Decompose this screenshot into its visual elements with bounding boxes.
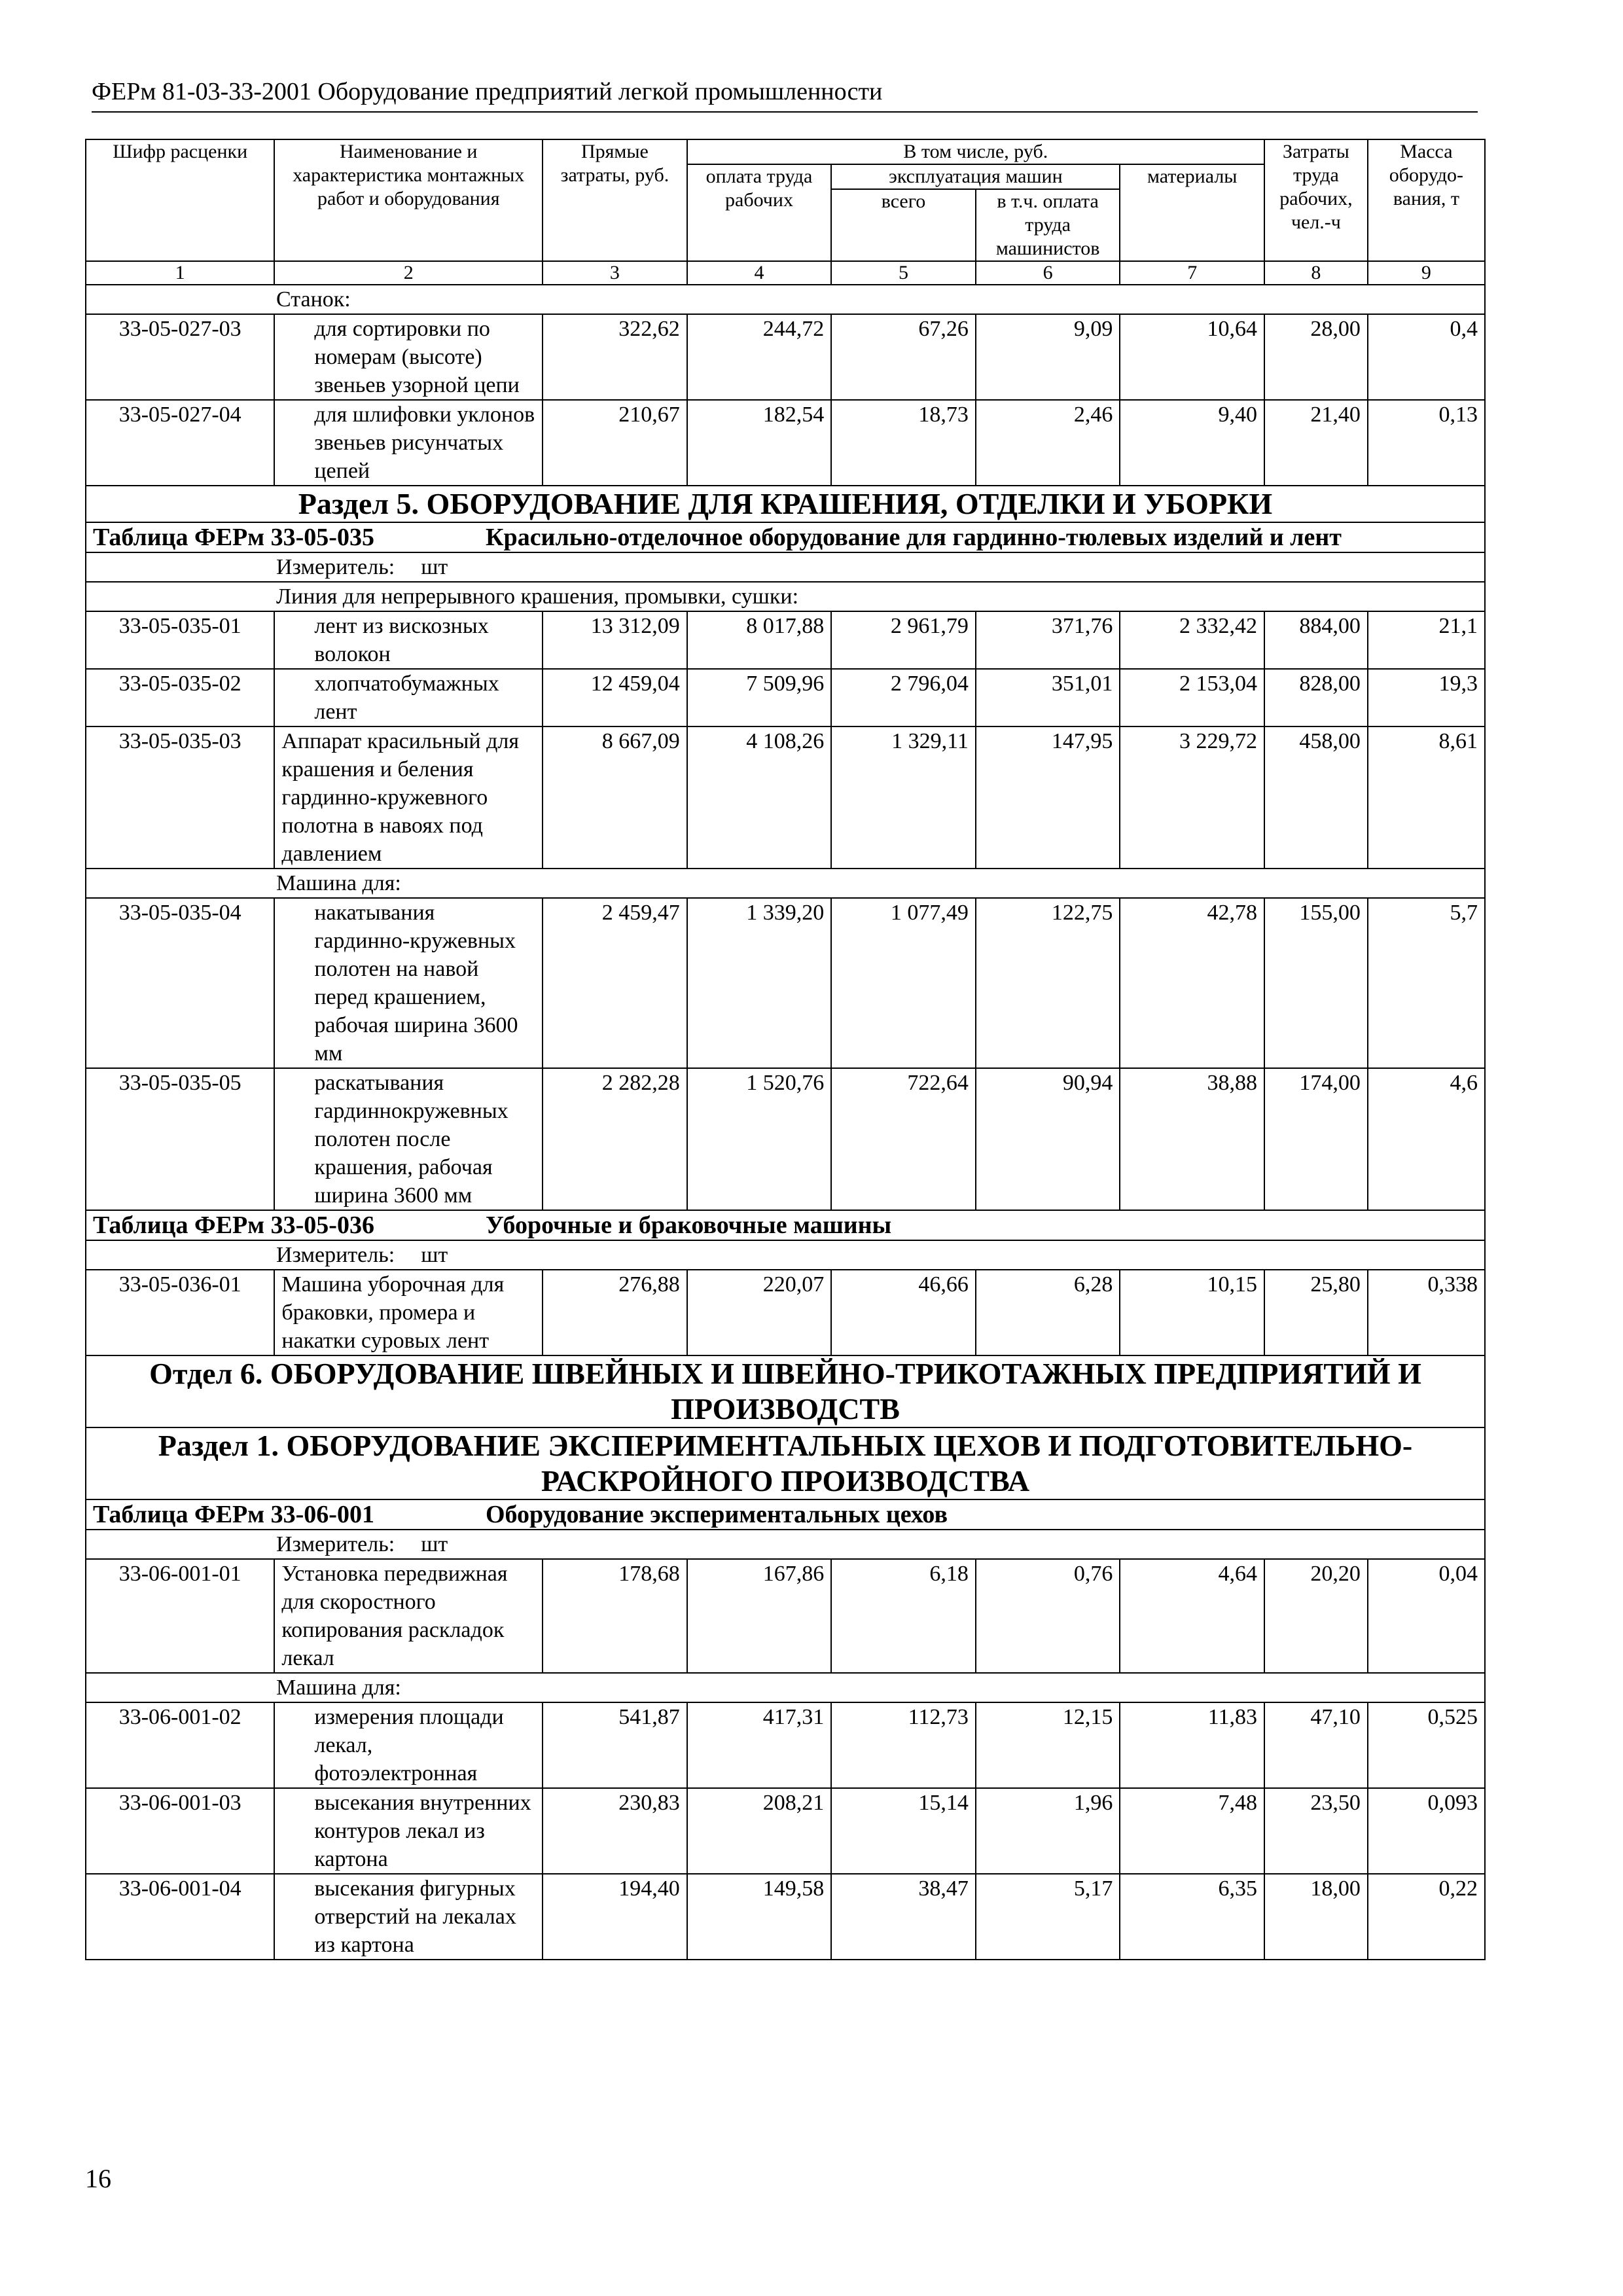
machine-cost: 67,26: [831, 314, 976, 400]
group-label: Машина для:: [86, 1673, 1485, 1702]
section-title: Раздел 1. ОБОРУДОВАНИЕ ЭКСПЕРИМЕНТАЛЬНЫХ ЦЕХОВ И ПОДГОТОВИТЕЛЬНО-РАСКРОЙНОГО ПРОИЗВОДСТВА: [86, 1427, 1485, 1499]
labor-pay: 244,72: [687, 314, 832, 400]
machinist-pay: 2,46: [976, 400, 1120, 486]
materials-cost: 42,78: [1120, 898, 1264, 1068]
labor-hours: 828,00: [1264, 669, 1368, 726]
table-title-row: [86, 1499, 1485, 1530]
col-number: 9: [1368, 261, 1485, 285]
equipment-mass: 21,1: [1368, 611, 1485, 669]
measure: [86, 552, 1485, 582]
measure-unit: шт: [421, 555, 448, 579]
materials-cost: 11,83: [1120, 1702, 1264, 1788]
work-name: измерения площади лекал, фотоэлектронная: [274, 1702, 543, 1788]
equipment-mass: 8,61: [1368, 726, 1485, 869]
col-number: 7: [1120, 261, 1264, 285]
materials-cost: 3 229,72: [1120, 726, 1264, 869]
measure-row: [86, 1240, 1485, 1270]
machinist-pay: 351,01: [976, 669, 1120, 726]
col-number: 6: [976, 261, 1120, 285]
labor-pay: 208,21: [687, 1788, 832, 1874]
machine-cost: 6,18: [831, 1559, 976, 1673]
col-number: 4: [687, 261, 832, 285]
equipment-mass: 5,7: [1368, 898, 1485, 1068]
direct-cost: 2 459,47: [543, 898, 687, 1068]
table-name: Оборудование экспериментальных цехов: [486, 1501, 948, 1528]
row-f: [86, 1559, 1485, 1673]
machine-cost: 46,66: [831, 1270, 976, 1355]
machinist-pay: 122,75: [976, 898, 1120, 1068]
equipment-mass: 0,338: [1368, 1270, 1485, 1355]
section-row: [86, 1427, 1485, 1499]
labor-pay: 7 509,96: [687, 669, 832, 726]
machinist-pay: 0,76: [976, 1559, 1120, 1673]
labor-hours: 20,20: [1264, 1559, 1368, 1673]
rate-code: 33-05-035-03: [86, 726, 274, 869]
col-code-header: Шифр расценки: [86, 139, 274, 261]
direct-cost: 12 459,04: [543, 669, 687, 726]
materials-cost: 38,88: [1120, 1068, 1264, 1210]
labor-pay: 167,86: [687, 1559, 832, 1673]
measure-unit: шт: [421, 1532, 448, 1556]
group-label: Линия для непрерывного крашения, промывки, сушки:: [86, 582, 1485, 611]
rows-a: [86, 314, 1485, 486]
work-name: хлопчатобумажных лент: [274, 669, 543, 726]
machine-cost: 1 329,11: [831, 726, 976, 869]
labor-hours: 884,00: [1264, 611, 1368, 669]
measure-unit: шт: [421, 1243, 448, 1267]
rate-code: 33-05-035-05: [86, 1068, 274, 1210]
running-header: ФЕРм 81-03-33-2001 Оборудование предприятий легкой промышленности: [92, 77, 1478, 113]
equipment-mass: 0,04: [1368, 1559, 1485, 1673]
machine-cost: 112,73: [831, 1702, 976, 1788]
rows-b: [86, 611, 1485, 726]
page-number: 16: [85, 2164, 111, 2193]
rate-code: 33-05-027-03: [86, 314, 274, 400]
machinist-pay: 9,09: [976, 314, 1120, 400]
labor-hours: 23,50: [1264, 1788, 1368, 1874]
direct-cost: 13 312,09: [543, 611, 687, 669]
table-row: [86, 1788, 1485, 1874]
machinist-pay: 90,94: [976, 1068, 1120, 1210]
materials-cost: 7,48: [1120, 1788, 1264, 1874]
labor-pay: 4 108,26: [687, 726, 832, 869]
measure-label: Измеритель:: [276, 555, 395, 579]
col-machines-header: эксплуатация машин: [831, 164, 1120, 189]
measure-label: Измеритель:: [276, 1243, 395, 1267]
labor-hours: 174,00: [1264, 1068, 1368, 1210]
column-number-row: [86, 261, 1485, 285]
measure-row: [86, 552, 1485, 582]
division-title: Отдел 6. ОБОРУДОВАНИЕ ШВЕЙНЫХ И ШВЕЙНО-ТРИКОТАЖНЫХ ПРЕДПРИЯТИЙ И ПРОИЗВОДСТВ: [86, 1355, 1485, 1427]
equipment-mass: 4,6: [1368, 1068, 1485, 1210]
col-labor-cost-header: Затраты труда рабочих, чел.-ч: [1264, 139, 1368, 261]
col-direct-header: Прямые затраты, руб.: [543, 139, 687, 261]
col-number: 1: [86, 261, 274, 285]
table-row: [86, 669, 1485, 726]
machine-cost: 15,14: [831, 1788, 976, 1874]
table-row: [86, 726, 1485, 869]
work-name: для шлифовки уклонов звеньев рисунчатых цепей: [274, 400, 543, 486]
labor-hours: 18,00: [1264, 1874, 1368, 1960]
work-name: Установка передвижная для скоростного копирования раскладок лекал: [274, 1559, 543, 1673]
table-row: [86, 1270, 1485, 1355]
row-c: [86, 726, 1485, 869]
machinist-pay: 5,17: [976, 1874, 1120, 1960]
materials-cost: 4,64: [1120, 1559, 1264, 1673]
direct-cost: 178,68: [543, 1559, 687, 1673]
labor-pay: 149,58: [687, 1874, 832, 1960]
measure-row: [86, 1530, 1485, 1559]
group-row: [86, 285, 1485, 314]
rate-code: 33-05-036-01: [86, 1270, 274, 1355]
direct-cost: 210,67: [543, 400, 687, 486]
table-row: [86, 611, 1485, 669]
group-label: Машина для:: [86, 869, 1485, 898]
labor-pay: 182,54: [687, 400, 832, 486]
labor-pay: 1 339,20: [687, 898, 832, 1068]
group-row: [86, 1673, 1485, 1702]
table-name: Уборочные и браковочные машины: [486, 1211, 892, 1239]
rate-code: 33-05-027-04: [86, 400, 274, 486]
table-code: Таблица ФЕРм 33-06-001: [93, 1501, 374, 1528]
materials-cost: 10,15: [1120, 1270, 1264, 1355]
machinist-pay: 6,28: [976, 1270, 1120, 1355]
rows-d: [86, 898, 1485, 1210]
machine-cost: 18,73: [831, 400, 976, 486]
table-title: [86, 522, 1485, 552]
work-name: накатывания гардинно-кружевных полотен на навой перед крашением, рабочая ширина 3600 мм: [274, 898, 543, 1068]
machinist-pay: 1,96: [976, 1788, 1120, 1874]
work-name: высекания внутренних контуров лекал из картона: [274, 1788, 543, 1874]
table-row: [86, 1702, 1485, 1788]
group-row: [86, 869, 1485, 898]
labor-hours: 21,40: [1264, 400, 1368, 486]
labor-pay: 1 520,76: [687, 1068, 832, 1210]
group-label: Станок:: [86, 285, 1485, 314]
direct-cost: 194,40: [543, 1874, 687, 1960]
col-incl-header: В том числе, руб.: [687, 139, 1264, 164]
table-header-row-1: [86, 139, 1485, 164]
machine-cost: 722,64: [831, 1068, 976, 1210]
labor-hours: 47,10: [1264, 1702, 1368, 1788]
direct-cost: 541,87: [543, 1702, 687, 1788]
col-labor-header: оплата труда рабочих: [687, 164, 832, 261]
table-title: [86, 1210, 1485, 1240]
measure: [86, 1530, 1485, 1559]
machinist-pay: 147,95: [976, 726, 1120, 869]
work-name: лент из вискозных волокон: [274, 611, 543, 669]
materials-cost: 2 153,04: [1120, 669, 1264, 726]
section-title: Раздел 5. ОБОРУДОВАНИЕ ДЛЯ КРАШЕНИЯ, ОТДЕЛКИ И УБОРКИ: [86, 486, 1485, 522]
work-name: высекания фигурных отверстий на лекалах из картона: [274, 1874, 543, 1960]
direct-cost: 2 282,28: [543, 1068, 687, 1210]
measure-label: Измеритель:: [276, 1532, 395, 1556]
rate-code: 33-06-001-01: [86, 1559, 274, 1673]
rate-code: 33-06-001-02: [86, 1702, 274, 1788]
division-row: [86, 1355, 1485, 1427]
row-e: [86, 1270, 1485, 1355]
labor-hours: 28,00: [1264, 314, 1368, 400]
machinist-pay: 12,15: [976, 1702, 1120, 1788]
labor-pay: 8 017,88: [687, 611, 832, 669]
rate-code: 33-06-001-04: [86, 1874, 274, 1960]
measure: [86, 1240, 1485, 1270]
machinist-pay: 371,76: [976, 611, 1120, 669]
materials-cost: 6,35: [1120, 1874, 1264, 1960]
machine-cost: 1 077,49: [831, 898, 976, 1068]
labor-hours: 25,80: [1264, 1270, 1368, 1355]
direct-cost: 230,83: [543, 1788, 687, 1874]
table-row: [86, 1559, 1485, 1673]
labor-pay: 417,31: [687, 1702, 832, 1788]
table-row: [86, 400, 1485, 486]
table-title-row: [86, 1210, 1485, 1240]
equipment-mass: 0,093: [1368, 1788, 1485, 1874]
equipment-mass: 0,4: [1368, 314, 1485, 400]
table-code: Таблица ФЕРм 33-05-035: [93, 524, 374, 551]
col-materials-header: материалы: [1120, 164, 1264, 261]
materials-cost: 9,40: [1120, 400, 1264, 486]
work-name: раскатывания гардиннокружевных полотен после крашения, рабочая ширина 3600 мм: [274, 1068, 543, 1210]
machine-cost: 2 796,04: [831, 669, 976, 726]
labor-hours: 155,00: [1264, 898, 1368, 1068]
machine-cost: 38,47: [831, 1874, 976, 1960]
table-row: [86, 314, 1485, 400]
col-number: 5: [831, 261, 976, 285]
equipment-mass: 0,13: [1368, 400, 1485, 486]
labor-hours: 458,00: [1264, 726, 1368, 869]
labor-pay: 220,07: [687, 1270, 832, 1355]
equipment-mass: 0,22: [1368, 1874, 1485, 1960]
col-machinists-header: в т.ч. оплата труда машинистов: [976, 189, 1120, 261]
rate-code: 33-05-035-04: [86, 898, 274, 1068]
col-number: 3: [543, 261, 687, 285]
rate-code: 33-05-035-01: [86, 611, 274, 669]
rate-code: 33-05-035-02: [86, 669, 274, 726]
machine-cost: 2 961,79: [831, 611, 976, 669]
direct-cost: 322,62: [543, 314, 687, 400]
rate-code: 33-06-001-03: [86, 1788, 274, 1874]
table-title: [86, 1499, 1485, 1530]
col-name-header: Наименование и характеристика монтажных работ и оборудования: [274, 139, 543, 261]
table-title-row: [86, 522, 1485, 552]
table-row: [86, 1874, 1485, 1960]
materials-cost: 2 332,42: [1120, 611, 1264, 669]
direct-cost: 8 667,09: [543, 726, 687, 869]
group-row: [86, 582, 1485, 611]
col-number: 2: [274, 261, 543, 285]
col-mass-header: Масса оборудо-вания, т: [1368, 139, 1485, 261]
table-code: Таблица ФЕРм 33-05-036: [93, 1211, 374, 1239]
section-row: [86, 486, 1485, 522]
rows-g: [86, 1702, 1485, 1960]
table-row: [86, 898, 1485, 1068]
work-name: для сортировки по номерам (высоте) звеньев узорной цепи: [274, 314, 543, 400]
col-machines-total-header: всего: [831, 189, 976, 261]
price-table: [85, 139, 1486, 1960]
materials-cost: 10,64: [1120, 314, 1264, 400]
work-name: Аппарат красильный для крашения и беления гардинно-кружевного полотна в навоях под давлением: [274, 726, 543, 869]
equipment-mass: 0,525: [1368, 1702, 1485, 1788]
direct-cost: 276,88: [543, 1270, 687, 1355]
equipment-mass: 19,3: [1368, 669, 1485, 726]
table-name: Красильно-отделочное оборудование для гардинно-тюлевых изделий и лент: [486, 524, 1342, 551]
col-number: 8: [1264, 261, 1368, 285]
work-name: Машина уборочная для браковки, промера и накатки суровых лент: [274, 1270, 543, 1355]
table-row: [86, 1068, 1485, 1210]
